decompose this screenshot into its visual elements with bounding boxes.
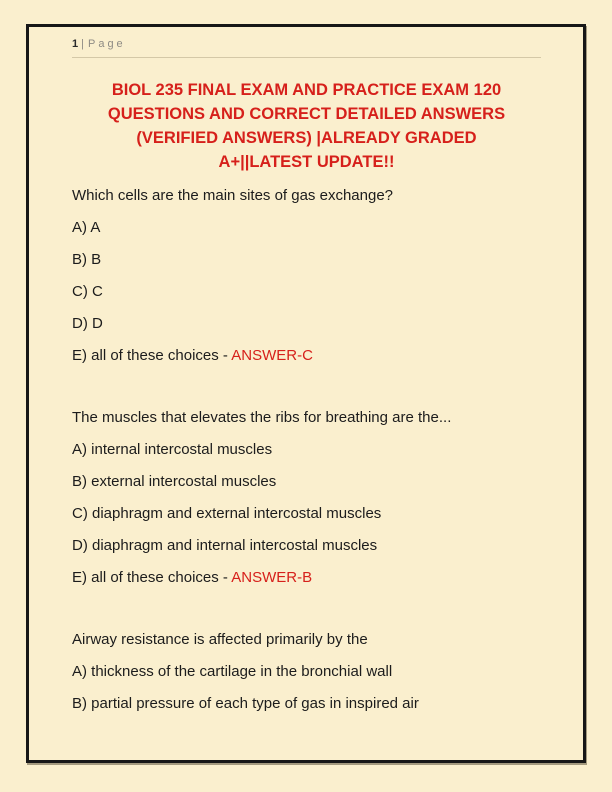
answer-label: ANSWER-B [231,569,313,586]
page-header-divider: | [81,38,84,50]
question-block-3 [72,624,541,720]
question-prompt: Which cells are the main sites of gas exchange? [72,187,393,204]
option-line: B) partial pressure of each type of gas in inspired air [72,695,419,712]
option-line: B) external intercostal muscles [72,473,277,490]
option-line: D) D [72,315,103,332]
page-number: 1 [72,38,79,50]
questions-area [72,180,541,720]
question-block-1 [72,180,541,372]
answer-label: ANSWER-C [231,347,313,364]
document-title [72,78,541,174]
option-line: C) C [72,283,103,300]
option-line: D) diaphragm and internal intercostal muscles [72,537,378,554]
option-line: A) thickness of the cartilage in the bronchial wall [72,663,393,680]
answer-line [72,562,541,594]
title-line-4: A+||LATEST UPDATE!! [218,153,395,171]
option-line: B) B [72,251,102,268]
option-line: A) A [72,219,101,236]
question-block-2 [72,402,541,594]
answer-option-text: E) all of these choices - [72,347,232,364]
page-header [72,37,541,58]
page-frame [26,24,586,763]
page-header-label: Page [87,38,126,50]
title-line-1: BIOL 235 FINAL EXAM AND PRACTICE EXAM 120 [111,81,502,99]
question-prompt: Airway resistance is affected primarily by the [72,631,368,648]
answer-line [72,340,541,372]
answer-option-text: E) all of these choices - [72,569,232,586]
option-line: C) diaphragm and external intercostal muscles [72,505,382,522]
option-line: A) internal intercostal muscles [72,441,273,458]
question-prompt: The muscles that elevates the ribs for breathing are the... [72,409,452,426]
title-line-3: (VERIFIED ANSWERS) |ALREADY GRADED [136,129,477,147]
title-line-2: QUESTIONS AND CORRECT DETAILED ANSWERS [107,105,506,123]
